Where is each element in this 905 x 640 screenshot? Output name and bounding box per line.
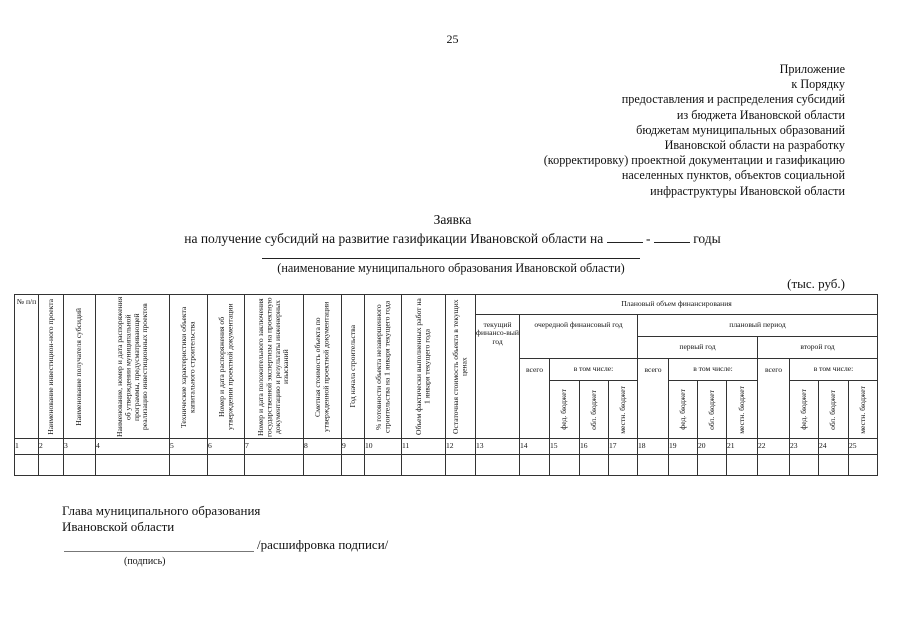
col-header-expertise (245, 295, 304, 439)
empty-cell[interactable] (758, 455, 790, 476)
appendix-line: населенных пунктов, объектов социальной (621, 168, 845, 183)
col-header-text: Номер и дата распоряжения об утверждении проектной документации (216, 303, 234, 430)
including-header: в том числе: (550, 359, 638, 381)
col-number: 24 (819, 439, 849, 455)
signatory-position-line1: Глава муниципального образования (62, 503, 261, 518)
col-header-estimate (304, 295, 342, 439)
col-number: 7 (245, 439, 304, 455)
appendix-line: Ивановской области на разработку (664, 138, 845, 153)
signatory-position-line2: Ивановской области (62, 519, 175, 534)
application-table (14, 294, 878, 476)
appendix-line: бюджетам муниципальных образований (636, 122, 845, 137)
subtitle-text: на получение субсидий на развитие газификации Ивановской области на (184, 231, 604, 246)
col-header-start-year (342, 295, 365, 439)
empty-cell[interactable] (365, 455, 402, 476)
col-number: 14 (520, 439, 550, 455)
document-title: Заявка (433, 212, 472, 227)
units-label: (тыс. руб.) (787, 276, 845, 291)
col-number: 17 (609, 439, 638, 455)
reg-budget-header (580, 381, 609, 439)
col-header-project (39, 295, 64, 439)
col-header-text: Наименование, номер и дата распоряжения об утверждении муниципальной программы, предусматривающей реализацию инвестиционных проектов (114, 296, 149, 437)
empty-cell[interactable] (669, 455, 698, 476)
appendix-line: инфраструктуры Ивановской области (650, 183, 845, 198)
current-year-header: текущий финансо-вый год (476, 315, 520, 439)
local-budget-header (849, 381, 878, 439)
col-header-text: Наименование получателя субсидий (74, 307, 84, 426)
budget-header-text: местн. бюджет (617, 385, 627, 434)
col-number: 6 (208, 439, 245, 455)
empty-cell[interactable] (476, 455, 520, 476)
reg-budget-header (819, 381, 849, 439)
next-year-header: очередной финансовый год (520, 315, 638, 359)
col-header-text: Год начала строительства (347, 325, 357, 408)
col-header-text: % готовности объекта незавершенного строительства на 1 января текущего года (373, 300, 391, 433)
col-number: 1 (15, 439, 39, 455)
col-header-tech (170, 295, 208, 439)
municipality-caption: (наименование муниципального образования Ивановской области) (277, 261, 625, 275)
col-header-work-volume (402, 295, 446, 439)
empty-cell[interactable] (790, 455, 819, 476)
appendix-line: предоставления и распределения субсидий (621, 92, 845, 107)
col-header-readiness (365, 295, 402, 439)
col-header-residual (446, 295, 476, 439)
col-header-text: Технические характеристики объекта капитального строительства (179, 305, 197, 428)
total-header: всего (758, 359, 790, 439)
subtitle-end: годы (693, 231, 721, 246)
col-number: 12 (446, 439, 476, 455)
empty-cell[interactable] (550, 455, 580, 476)
col-number: 4 (96, 439, 170, 455)
col-number: 9 (342, 439, 365, 455)
signature-line[interactable] (64, 551, 254, 552)
empty-cell[interactable] (698, 455, 727, 476)
empty-cell[interactable] (208, 455, 245, 476)
col-number: 5 (170, 439, 208, 455)
col-number: 22 (758, 439, 790, 455)
col-header-text: Объем фактически выполненных работ на 1 января текущего года (414, 298, 432, 435)
col-number: 8 (304, 439, 342, 455)
appendix-line: (корректировку) проектной документации и газификацию (543, 153, 845, 168)
col-number: 10 (365, 439, 402, 455)
empty-cell[interactable] (727, 455, 758, 476)
total-header: всего (520, 359, 550, 439)
col-number: 25 (849, 439, 878, 455)
empty-cell[interactable] (96, 455, 170, 476)
budget-header-text: обл. бюджет (828, 389, 838, 430)
planned-volume-header: Плановый объем финансирования (476, 295, 878, 315)
col-number: 18 (638, 439, 669, 455)
fed-budget-header (669, 381, 698, 439)
local-budget-header (727, 381, 758, 439)
empty-cell[interactable] (170, 455, 208, 476)
page-number: 25 (446, 32, 459, 46)
col-number: 2 (39, 439, 64, 455)
col-header-text: Сметная стоимость объекта по утвержденной проектной документации (313, 301, 331, 432)
col-number: 3 (64, 439, 96, 455)
local-budget-header (609, 381, 638, 439)
empty-cell[interactable] (402, 455, 446, 476)
end-year-blank[interactable] (654, 230, 690, 243)
budget-header-text: местн. бюджет (857, 385, 867, 434)
empty-cell[interactable] (609, 455, 638, 476)
appendix-line: из бюджета Ивановской области (676, 107, 845, 122)
empty-cell[interactable] (304, 455, 342, 476)
budget-header-text: обл. бюджет (588, 389, 598, 430)
budget-header-text: фед. бюджет (798, 389, 808, 430)
empty-cell[interactable] (580, 455, 609, 476)
first-year-header: первый год (638, 337, 758, 359)
budget-header-text: местн. бюджет (736, 385, 746, 434)
table-row[interactable] (15, 455, 878, 476)
document-subtitle (0, 230, 905, 247)
start-year-blank[interactable] (607, 230, 643, 243)
including-header: в том числе: (790, 359, 878, 381)
fed-budget-header (790, 381, 819, 439)
empty-cell[interactable] (342, 455, 365, 476)
empty-cell[interactable] (64, 455, 96, 476)
budget-header-text: обл. бюджет (706, 389, 716, 430)
year-dash: - (645, 231, 651, 246)
fed-budget-header (550, 381, 580, 439)
col-header-text: Номер и дата положительного заключения государственной экспертизы на проектную документацию и результаты инженерных изысканий (256, 296, 291, 437)
signature-caption: (подпись) (124, 556, 166, 567)
budget-header-text: фед. бюджет (677, 389, 687, 430)
col-header-program (96, 295, 170, 439)
planning-period-header: плановый период (638, 315, 878, 337)
total-header: всего (638, 359, 669, 439)
empty-cell[interactable] (819, 455, 849, 476)
col-number: 23 (790, 439, 819, 455)
empty-cell[interactable] (446, 455, 476, 476)
empty-cell[interactable] (15, 455, 39, 476)
empty-cell[interactable] (39, 455, 64, 476)
appendix-note (425, 62, 845, 199)
empty-cell[interactable] (849, 455, 878, 476)
empty-cell[interactable] (245, 455, 304, 476)
budget-header-text: фед. бюджет (559, 389, 569, 430)
column-number-row (15, 439, 878, 455)
col-number: 19 (669, 439, 698, 455)
col-np-header: № п/п (15, 295, 39, 439)
col-number: 13 (476, 439, 520, 455)
col-header-text: Наименование инвестицион-ного проекта (45, 298, 55, 435)
col-number: 20 (698, 439, 727, 455)
appendix-line: к Порядку (791, 77, 845, 92)
col-number: 15 (550, 439, 580, 455)
signature-decode: /расшифровка подписи/ (257, 537, 389, 552)
col-number: 11 (402, 439, 446, 455)
col-number: 21 (727, 439, 758, 455)
including-header: в том числе: (669, 359, 758, 381)
municipality-name-line[interactable] (262, 258, 640, 259)
reg-budget-header (698, 381, 727, 439)
col-header-design-order (208, 295, 245, 439)
empty-cell[interactable] (520, 455, 550, 476)
second-year-header: второй год (758, 337, 878, 359)
col-number: 16 (580, 439, 609, 455)
appendix-line: Приложение (779, 62, 845, 76)
empty-cell[interactable] (638, 455, 669, 476)
col-header-text: Остаточная стоимость объекта в текущих ценах (451, 299, 469, 434)
col-header-recipient (64, 295, 96, 439)
